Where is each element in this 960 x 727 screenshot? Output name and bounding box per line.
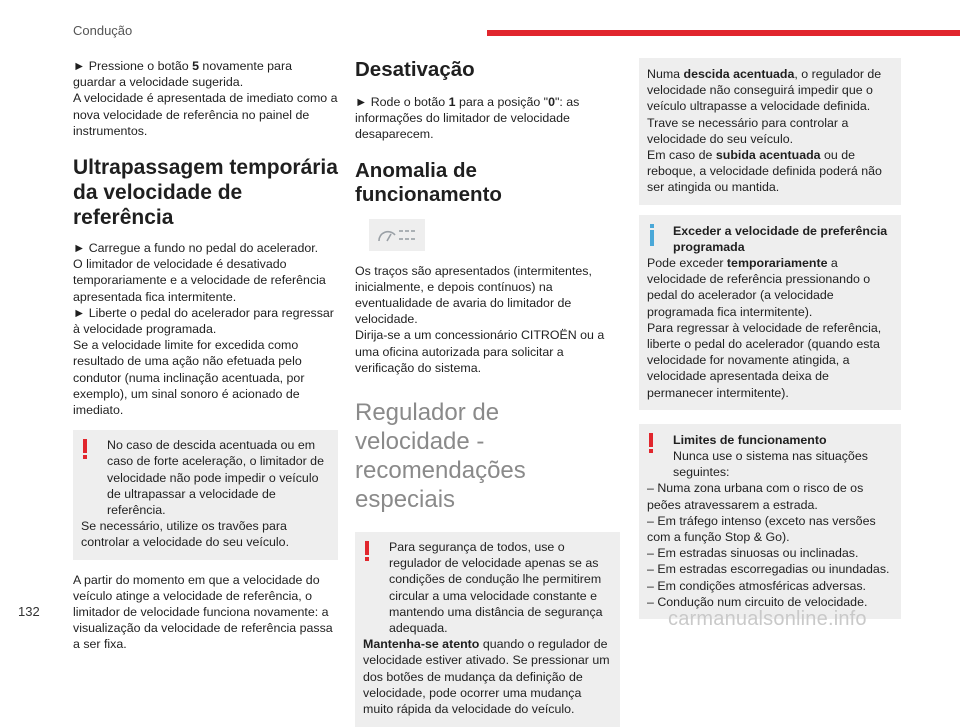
info-icon	[650, 224, 654, 246]
warning-box: No caso de descida acentuada ou em caso de forte aceleração, o limitador de velocidade não pode impedir o veículo de ultrapassar a velocidade de referência. Se necessário, utilize os travões para controlar a velocidade do seu veículo.	[73, 430, 338, 559]
anomaly-paragraph: Os traços são apresentados (intermitentes, inicialmente, e depois contínuos) na eventualidade de avaria do limitador de velocidade. Dirija-se a um concessionário CITROËN ou a uma oficina autorizada para solicitar a verificação do sistema.	[355, 263, 605, 375]
header-accent-bar	[487, 30, 960, 36]
column-right	[639, 58, 901, 619]
speed-limiter-dashes-icon	[369, 219, 425, 251]
column-middle	[355, 58, 620, 727]
warning-icon	[82, 439, 88, 459]
section-heading-regulator: Regulador de velocidade - recomendações especiais	[355, 399, 526, 514]
intro-paragraph: ► Pressione o botão 5 novamente para guardar a velocidade sugerida. A velocidade é apresentada de imediato como a nova velocidade de referência no painel de instrumentos.	[73, 59, 338, 138]
overtake-steps: ► Carregue a fundo no pedal do acelerador. O limitador de velocidade é desativado temporariamente e a velocidade de referência apresentada fica intermitente. ► Liberte o pedal do acelerador para regressar à velocidade programada. Se a velocidade limite for excedida como resultado de uma ação não efetuada pelo condutor (numa inclinação acentuada, por exemplo), um sinal sonoro é acionado de imediato.	[73, 241, 334, 418]
info-box-exceed: Exceder a velocidade de preferência programada Pode exceder temporariamente a velocidade de referência pressionando o pedal do acelerador (a velocidade programada fica intermitente). Para regressar à velocidade de referência, liberte o pedal do acelerador (quando esta velocidade for novamente atingida, a velocidade apresentada deixa de permanecer intermitente).	[639, 215, 901, 410]
note-box-slopes: Numa descida acentuada, o regulador de velocidade não conseguirá impedir que o veículo ultrapasse a velocidade definida. Trave se necessário para controlar a velocidade do seu veículo. Em caso de subida acentuada ou de reboque, a velocidade definida poderá não ser atingida ou mantida.	[639, 58, 901, 205]
speedometer-dashes-graphic	[369, 219, 425, 251]
list-item: – Em tráfego intenso (exceto nas versões com a função Stop & Go).	[647, 513, 876, 545]
list-item: – Em condições atmosféricas adversas.	[647, 578, 866, 593]
limits-list	[647, 480, 893, 610]
list-item: – Condução num circuito de velocidade.	[647, 594, 868, 609]
list-item: – Em estradas sinuosas ou inclinadas.	[647, 546, 859, 561]
warning-icon	[648, 433, 654, 453]
arrow-bullet: ►	[73, 59, 86, 73]
warning-box-limits: Limites de funcionamento Nunca use o sistema nas situações seguintes: – Numa zona urbana com o risco de os peões atravessarem a estrada. – Em tráfego intenso (exceto nas versões com a função Stop & Go). – Em estradas sinuosas ou inclinadas. – Em estradas escorregadias ou inundadas. – Em condições atmosféricas adversas. – Condução num circuito de velocidade.	[639, 424, 901, 619]
page-number: 132	[18, 604, 40, 619]
deactivation-paragraph: ► Rode o botão 1 para a posição "0": as informações do limitador de velocidade desaparecem.	[355, 95, 580, 142]
section-heading-deactivation: Desativação	[355, 58, 475, 81]
section-heading-overtake: Ultrapassagem temporária da velocidade de referência	[73, 156, 338, 230]
watermark: carmanualsonline.info	[668, 608, 867, 630]
column-left	[73, 58, 338, 653]
list-item: – Em estradas escorregadias ou inundadas.	[647, 562, 890, 577]
running-header: Condução	[73, 23, 133, 38]
limits-title: Limites de funcionamento	[673, 432, 827, 447]
warning-box-regulator: Para segurança de todos, use o regulador de velocidade apenas se as condições de condução lhe permitirem circular a uma velocidade constante e mantendo uma distância de segurança adequada. Mantenha-se atento quando o regulador de velocidade estiver ativado. Se pressionar um dos botões de mudança da definição de velocidade, pode ocorrer uma mudança muito rápida da velocidade do veículo.	[355, 532, 620, 727]
closing-paragraph: A partir do momento em que a velocidade do veículo atinge a velocidade de referência, o limitador de velocidade funciona novamente: a visualização da velocidade de referência passa a ser fixa.	[73, 572, 333, 652]
list-item: – Numa zona urbana com o risco de os peões atravessarem a estrada.	[647, 481, 864, 512]
warning-icon	[364, 541, 370, 561]
section-heading-anomaly: Anomalia de funcionamento	[355, 158, 502, 206]
info-box-title: Exceder a velocidade de preferência programada	[673, 223, 888, 254]
button-number: 5	[192, 59, 199, 73]
